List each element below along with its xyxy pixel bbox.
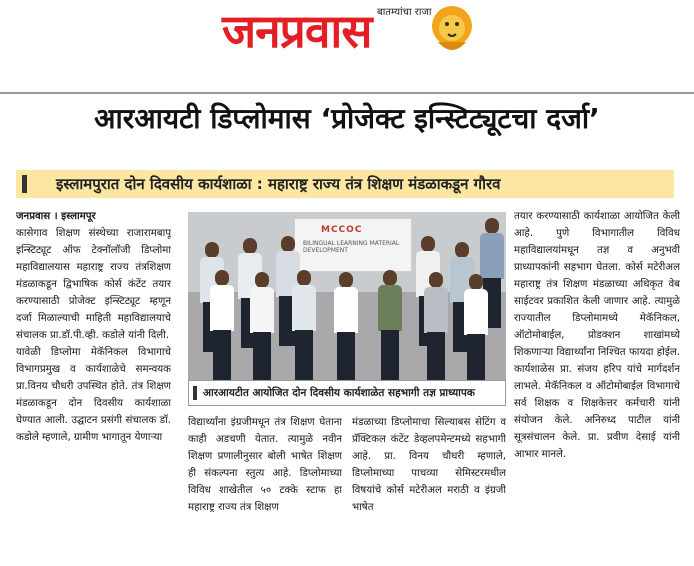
subheadline: इस्लामपुरात दोन दिवसीय कार्यशाळा : महाराष्ट्र राज्य तंत्र शिक्षण मंडळाकडून गौरव [56,175,501,193]
article-paragraph: तयार करण्यासाठी कार्यशाळा आयोजित केली आहे. पुणे विभागातील विविध महाविद्यालयांमधून तज्ञ व अनुभवी प्राध्यापकांनी सहभाग घेतला. कोर्स मटेरीअल महाराष्ट्र तंत्र शिक्षण मंडळाच्या अधिकृत वेब साईटवर प्रकाशित केली जाणार आहे. त्यामुळे राज्यातील डिप्लोमामध्ये मेकॅनिकल, ऑटोमोबाईल, प्रोडक्शन शाखांमध्ये शिकणाऱ्या विद्यार्थ्यांना निश्चित फायदा होईल. कार्यशाळेस प्रा. संजय हरिप यांचे मार्गदर्शन लाभले. मेकॅनिकल व ऑटोमोबाईल विभागाचे सर्व शिक्षक व शिक्षकेत्तर कर्मचारी यांनी संयोजन केले. अनिरुध्द पाटील यांनी सूत्रसंचालन केले. प्रा. प्रवीण देसाई यांनी आभार मानले. [514,211,680,460]
article-paragraph: विद्यार्थ्यांना इंग्रजीमधून तंत्र शिक्षण घेताना काही अडचणी येतात. त्यामुळे नवीन शिक्षण प्रणालीनुसार बोली भाषेत शिक्षण ही संकल्पना स्तुत्य आहे. डिप्लोमाच्या विविध शाखेतील ५० टक्के स्टाफ हा महाराष्ट्र राज्य तंत्र शिक्षण [188,417,342,513]
caption-marker [193,386,197,400]
article-column-2 [188,414,342,554]
byline: जनप्रवास । इस्लामपूर [16,211,96,222]
workshop-banner [294,218,412,272]
photo-caption: आरआयटीत आयोजित दोन दिवसीय कार्यशाळेत सहभागी तज्ञ प्राध्यापक [203,387,475,399]
headline: आरआयटी डिप्लोमास ‘प्रोजेक्ट इन्स्टिट्यूटचा दर्जा’ [94,102,600,135]
banner-text: BILINGUAL LEARNING MATERIAL DEVELOPMENT [303,240,400,254]
article-column-3 [352,414,506,554]
masthead [0,0,694,96]
article-column-4 [514,208,680,558]
subheadline-band [16,170,674,198]
lion-logo-icon [430,2,474,58]
banner-logo: MCCOC [321,225,363,235]
article-paragraph: कासेगाव शिक्षण संस्थेच्या राजारामबापू इन्स्टिट्यूट ऑफ टेक्नॉलॉजी डिप्लोमा महाविद्यालयास महाराष्ट्र राज्य तंत्रशिक्षण मंडळाकडून द्विभाषिक कोर्स कंटेंट तयार करण्यासाठी प्रोजेक्ट इन्स्टिट्यूट म्हणून दर्जा मिळाल्याची माहिती महाविद्यालयाचे संचालक प्रा.डॉ.पी.व्ही. कडोले यांनी दिली. [16,228,171,341]
article-paragraph: यावेळी डिप्लोमा मेकॅनिकल विभागाचे विभागप्रमुख व कार्यशाळेचे समन्वयक प्रा.विनय चौधरी उपस्थित होते. तंत्र शिक्षण मंडळाकडून दोन दिवसीय कार्यशाळा घेण्यात आली. उद्घाटन प्रसंगी संचालक डॉ. कडोले म्हणाले, ग्रामीण भागातून येणाऱ्या [16,347,171,443]
newspaper-logo: जनप्रवास [222,4,372,58]
article-paragraph: मंडळाच्या डिप्लोमाचा सिल्याबस सेटिंग व प्रॅक्टिकल कंटेंट डेव्हलपमेन्टमध्ये सहभागी आहे. प्रा. विनय चौधरी म्हणाले, डिप्लोमाच्या पाचव्या सेमिस्टरमधील विषयांचे कोर्स मटेरीअल मराठी व इंग्रजी भाषेत [352,417,506,513]
photo-caption-box [188,380,506,406]
masthead-tagline: बातम्यांचा राजा [377,7,432,18]
article-column-1 [16,208,171,558]
masthead-rule [0,92,694,94]
subheadline-marker [22,175,27,193]
group-photo [188,212,506,380]
